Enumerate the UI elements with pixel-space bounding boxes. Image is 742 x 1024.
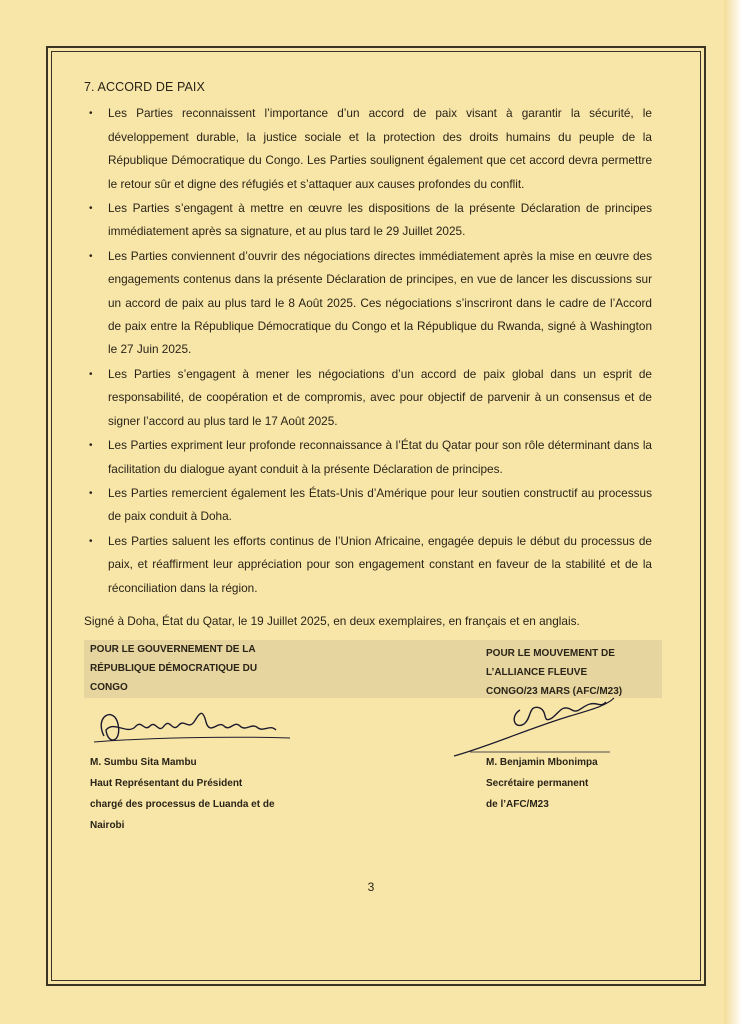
bullet-icon: • (89, 108, 93, 120)
handwritten-signature-left (84, 696, 304, 756)
signatory-right-details (486, 752, 676, 815)
role-line: de l’AFC/M23 (486, 799, 549, 810)
role-line: Secrétaire permanent (486, 778, 589, 789)
bullet-point (86, 102, 652, 196)
bullet-icon: • (89, 440, 93, 452)
bullet-text: Les Parties s’engagent à mettre en œuvre les dispositions de la présente Déclaration de principes immédiatement après sa signature, et au plus tard le 29 Juillet 2025. (108, 201, 652, 239)
title-line: CONGO/23 MARS (AFC/M23) (486, 686, 623, 697)
bullet-icon: • (89, 203, 93, 215)
title-line: CONGO (90, 682, 128, 693)
title-line: L’ALLIANCE FLEUVE (486, 667, 588, 678)
bullet-point (86, 530, 652, 600)
bullet-list (86, 102, 652, 600)
title-line: POUR LE MOUVEMENT DE (486, 648, 615, 659)
signatory-left-details (90, 752, 290, 836)
section-heading: 7. ACCORD DE PAIX (84, 80, 205, 94)
role-line: Haut Représentant du Président (90, 778, 243, 789)
bullet-text: Les Parties expriment leur profonde reconnaissance à l’État du Qatar pour son rôle déterminant dans la facilitation du dialogue ayant conduit à la présente Déclaration de principes. (108, 438, 652, 476)
bullet-point (86, 197, 652, 244)
role-line: chargé des processus de Luanda et de (90, 799, 275, 810)
title-line: RÉPUBLIQUE DÉMOCRATIQUE DU (90, 663, 258, 674)
bullet-text: Les Parties s’engagent à mener les négociations d’un accord de paix global dans un esprit de responsabilité, de coopération et de compromis, avec pour objectif de parvenir à un consensus et de signer l’accord au plus tard le 17 Août 2025. (108, 366, 652, 428)
bullet-text: Les Parties saluent les efforts continus de l’Union Africaine, engagée depuis le début du processus de paix, et réaffirment leur appréciation pour son engagement constant en faveur de la stabilité et de la réconciliation dans la région. (108, 533, 652, 595)
page-number: 3 (367, 880, 375, 894)
signature-place-date: Signé à Doha, État du Qatar, le 19 Juillet 2025, en deux exemplaires, en français et en anglais. (84, 613, 580, 628)
bullet-icon: • (89, 487, 93, 499)
bullet-point (86, 482, 652, 529)
title-line: POUR LE GOUVERNEMENT DE LA (90, 644, 256, 655)
bullet-point (86, 245, 652, 362)
bullet-text: Les Parties reconnaissent l’importance d’un accord de paix visant à garantir la sécurité, le développement durable, la justice sociale et la protection des droits humains du peuple de la République Démocratique du Congo. Les Parties soulignent également que cet accord devra permettre le retour sûr et digne des réfugiés et s’attaquer aux causes profondes du conflit. (108, 106, 652, 191)
role-line: Nairobi (90, 820, 125, 831)
bullet-text: Les Parties remercient également les États-Unis d’Amérique pour leur soutien constructif au processus de paix conduit à Doha. (108, 485, 652, 524)
bullet-point (86, 434, 652, 481)
signatory-name: M. Sumbu Sita Mambu (90, 757, 197, 768)
page-edge (724, 0, 742, 1024)
bullet-text: Les Parties conviennent d’ouvrir des négociations directes immédiatement après la mise en œuvre des engagements contenus dans la présente Déclaration de principes, en vue de lancer les discussions sur un accord de paix au plus tard le 8 Août 2025. Ces négociations s’inscriront dans le cadre de l’Accord de paix entre la République Démocratique du Congo et la République du Rwanda, signé à Washington le 27 Juin 2025. (108, 248, 652, 357)
signatory-left-title (90, 640, 290, 697)
bullet-icon: • (89, 535, 93, 547)
document-body (86, 76, 652, 633)
bullet-icon: • (89, 250, 93, 262)
bullet-icon: • (89, 368, 93, 380)
signatory-name: M. Benjamin Mbonimpa (486, 757, 598, 768)
bullet-point (86, 363, 652, 433)
